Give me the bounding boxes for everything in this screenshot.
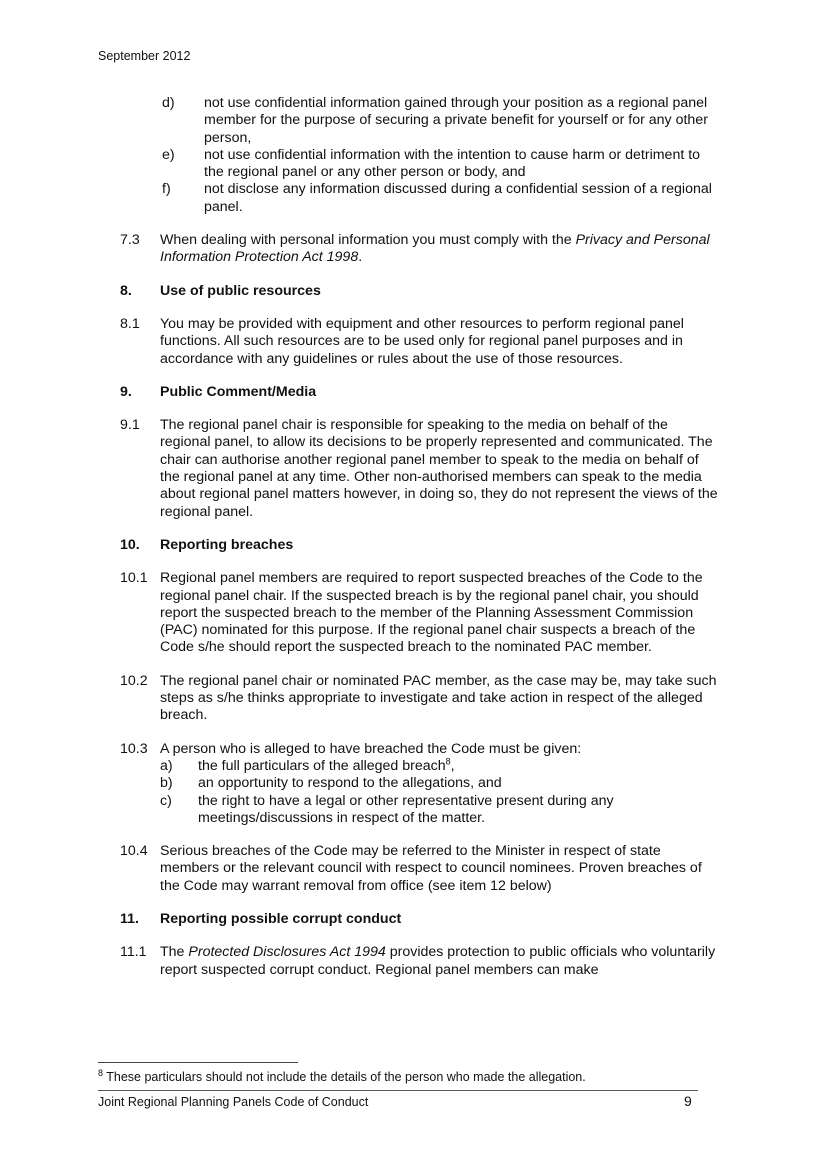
act-title: Protected Disclosures Act 1994 (188, 944, 386, 961)
text-run: provides protection to public officials who voluntarily report suspected corrupt conduct. Regional panel members can make (160, 944, 716, 978)
list-item-label: e) (162, 146, 175, 163)
paragraph-number: 10.2 (120, 672, 148, 689)
paragraph-10-3 (120, 741, 720, 827)
list-item-label: b) (160, 775, 173, 792)
footnote (98, 1067, 586, 1084)
page-number: 9 (684, 1093, 692, 1109)
list-item (120, 181, 720, 216)
section-number: 11. (120, 910, 139, 927)
paragraph-11-1 (120, 944, 720, 979)
list-item-label: c) (160, 792, 172, 809)
list-item-text (198, 758, 720, 775)
section-title: Reporting possible corrupt conduct (160, 910, 402, 927)
list-item-text: not use confidential information with the intention to cause harm or detriment to the regional panel or any other person or body, and (204, 146, 701, 181)
section-heading-10 (120, 537, 720, 554)
paragraph-10-1 (120, 570, 720, 656)
section-title: Reporting breaches (160, 536, 294, 553)
paragraph-8-1 (120, 316, 720, 368)
list-item (120, 147, 720, 182)
footer-divider (98, 1090, 698, 1091)
paragraph-number: 10.4 (120, 843, 148, 860)
paragraph-text (160, 944, 720, 979)
paragraph-text: The regional panel chair or nominated PAC member, as the case may be, may take such steps as s/he thinks appropriate to investigate and take action in respect of the alleged breach. (160, 672, 717, 724)
paragraph-number: 9.1 (120, 417, 140, 434)
section-heading-11 (120, 911, 720, 928)
paragraph-text: The regional panel chair is responsible for speaking to the media on behalf of the regional panel, to allow its decisions to be properly represented and communicated. The chair can authorise another regional panel member to speak to the media on behalf of the regional panel at any time. Other non-authorised members can speak to the media about regional panel matters however, in doing so, they do not represent the views of the regional panel. (160, 417, 718, 520)
paragraph-10-4 (120, 843, 720, 895)
footer-title: Joint Regional Planning Panels Code of Conduct (98, 1095, 369, 1109)
section-number: 8. (120, 282, 132, 299)
list-item-text: not disclose any information discussed during a confidential session of a regional panel. (204, 181, 712, 215)
paragraph-number: 10.3 (120, 740, 148, 757)
list-7-2 (120, 95, 720, 216)
list-item (160, 793, 720, 828)
footnote-text: These particulars should not include the details of the person who made the allegation. (103, 1070, 586, 1084)
list-item-label: f) (162, 181, 171, 198)
paragraph-9-1 (120, 417, 720, 521)
section-number: 10. (120, 536, 140, 553)
section-heading-9 (120, 384, 720, 401)
paragraph-text: Regional panel members are required to report suspected breaches of the Code to the regional panel chair. If the suspected breach is by the regional panel chair, you should report the suspected breach to the member of the Planning Assessment Commission (PAC) nominated for this purpose. If the regional panel chair suspects a breach of the Code s/he should report the suspected breach to the nominated PAC member. (160, 570, 703, 656)
document-body (120, 95, 720, 995)
text-run: When dealing with personal information you must comply with the (160, 232, 576, 249)
list-10-3 (160, 758, 720, 827)
section-title: Use of public resources (160, 282, 321, 299)
footnote-divider (98, 1062, 298, 1063)
list-item-text: not use confidential information gained through your position as a regional panel member for the purpose of securing a private benefit for yourself or for any other person, (204, 95, 708, 146)
paragraph-number: 8.1 (120, 315, 140, 332)
list-item-text: the right to have a legal or other representative present during any meetings/discussions in respect of the matter. (198, 792, 614, 826)
list-item (160, 758, 720, 775)
footnote-mark: 8 (98, 1067, 104, 1078)
page-header-date: September 2012 (98, 49, 191, 63)
list-item (160, 775, 720, 792)
paragraph-text: Serious breaches of the Code may be referred to the Minister in respect of state members or the relevant council with respect to council nominees. Proven breaches of the Code may warrant removal from office (see item 12 below) (160, 843, 702, 894)
paragraph-number: 10.1 (120, 570, 148, 587)
text-run: The (160, 944, 189, 961)
paragraph-text: A person who is alleged to have breached the Code must be given: (160, 740, 582, 757)
text-run: . (358, 249, 363, 266)
paragraph-body (160, 741, 720, 827)
paragraph-text: You may be provided with equipment and other resources to perform regional panel functions. All such resources are to be used only for regional panel purposes and in accordance with any guidelines or rules about the use of those resources. (160, 315, 684, 367)
paragraph-number: 7.3 (120, 232, 140, 249)
section-title: Public Comment/Media (160, 383, 317, 400)
text-run: the full particulars of the alleged breach (198, 757, 446, 774)
list-item-label: a) (160, 757, 173, 774)
act-title: Privacy and Personal Information Protection Act 1998 (160, 232, 710, 266)
footnote-reference[interactable]: 8 (445, 756, 451, 767)
section-number: 9. (120, 383, 132, 400)
paragraph-number: 11.1 (120, 944, 147, 961)
paragraph-7-3 (120, 232, 720, 267)
list-item (120, 95, 720, 147)
list-item-label: d) (162, 95, 175, 111)
text-run: , (450, 757, 455, 774)
paragraph-text (160, 232, 720, 267)
list-item-text: an opportunity to respond to the allegations, and (198, 775, 502, 792)
paragraph-10-2 (120, 673, 720, 725)
section-heading-8 (120, 283, 720, 300)
